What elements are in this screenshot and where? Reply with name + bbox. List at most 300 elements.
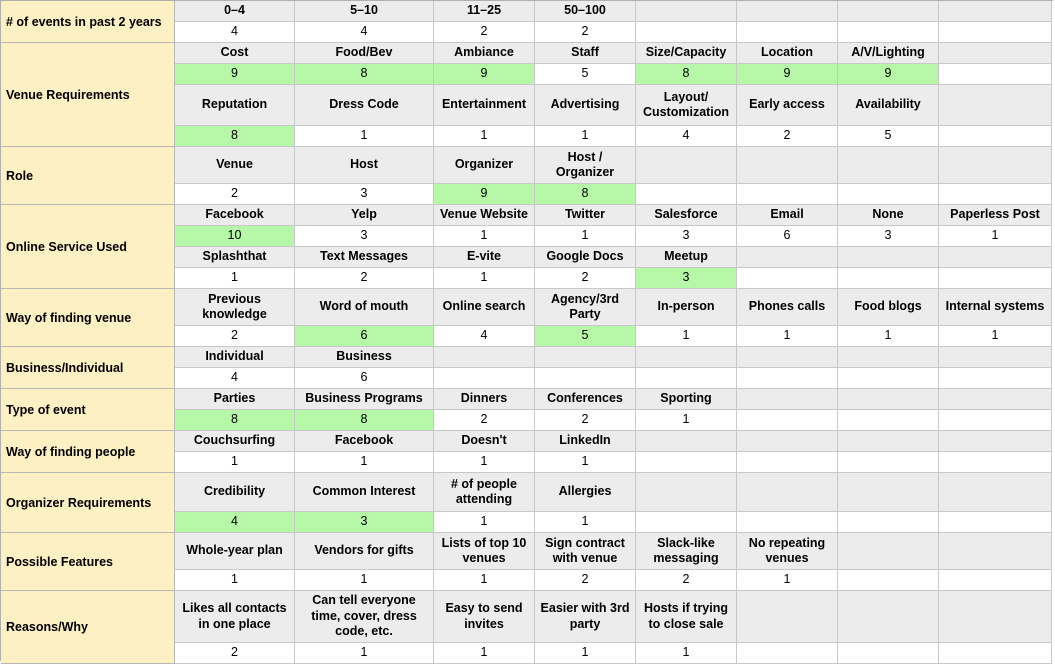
empty-cell[interactable] xyxy=(737,1,838,22)
empty-cell[interactable] xyxy=(939,368,1052,389)
header-cell-venue-requirements-2-5[interactable] xyxy=(737,85,838,126)
value-text: 1 xyxy=(480,572,488,587)
value-text: 2 xyxy=(480,24,488,39)
header-cell-way-of-finding-venue-0-5[interactable] xyxy=(737,289,838,326)
header-cell-role-0-3[interactable] xyxy=(535,147,636,184)
category-way-of-finding-venue[interactable] xyxy=(1,289,175,347)
value-cell-organizer-requirements-1-3[interactable] xyxy=(535,512,636,533)
empty-cell[interactable] xyxy=(737,643,838,664)
empty-cell[interactable] xyxy=(838,184,939,205)
empty-cell[interactable] xyxy=(838,368,939,389)
header-cell-type-of-event-0-0[interactable] xyxy=(175,389,295,410)
value-cell-role-1-3[interactable] xyxy=(535,184,636,205)
empty-cell[interactable] xyxy=(838,389,939,410)
header-text: Ambiance xyxy=(454,45,514,60)
value-cell-venue-requirements-3-2[interactable] xyxy=(434,126,535,147)
header-cell-online-service-used-0-4[interactable] xyxy=(636,205,737,226)
empty-cell[interactable] xyxy=(737,247,838,268)
value-text: 1 xyxy=(360,128,368,143)
empty-cell[interactable] xyxy=(939,570,1052,591)
header-text: Phones calls xyxy=(748,299,826,314)
header-cell-reasons-why-0-3[interactable] xyxy=(535,591,636,643)
value-text: 1 xyxy=(480,128,488,143)
value-text: 9 xyxy=(231,66,238,81)
value-cell-venue-requirements-3-6[interactable] xyxy=(838,126,939,147)
empty-cell[interactable] xyxy=(737,347,838,368)
empty-cell[interactable] xyxy=(939,43,1052,64)
header-text: E-vite xyxy=(466,249,502,264)
empty-cell[interactable] xyxy=(838,570,939,591)
value-text: 2 xyxy=(581,572,589,587)
header-cell-online-service-used-0-0[interactable] xyxy=(175,205,295,226)
header-cell-online-service-used-0-5[interactable] xyxy=(737,205,838,226)
value-text: 1 xyxy=(360,454,368,469)
value-text: 3 xyxy=(360,186,368,201)
empty-cell[interactable] xyxy=(636,512,737,533)
category-reasons-why[interactable] xyxy=(1,591,175,664)
value-text: 3 xyxy=(360,228,368,243)
value-text: 1 xyxy=(231,454,238,469)
header-cell-online-service-used-2-1[interactable] xyxy=(295,247,434,268)
header-cell-possible-features-0-5[interactable] xyxy=(737,533,838,570)
value-cell-way-of-finding-venue-1-0[interactable] xyxy=(175,326,295,347)
value-cell-reasons-why-1-0[interactable] xyxy=(175,643,295,664)
header-cell-venue-requirements-0-2[interactable] xyxy=(434,43,535,64)
value-text: 9 xyxy=(480,186,488,201)
header-cell-role-0-2[interactable] xyxy=(434,147,535,184)
empty-cell[interactable] xyxy=(939,591,1052,643)
value-cell-possible-features-1-4[interactable] xyxy=(636,570,737,591)
header-text: Size/Capacity xyxy=(645,45,727,60)
value-cell-online-service-used-3-3[interactable] xyxy=(535,268,636,289)
value-cell-of-events-in-past-2-years-1-3[interactable] xyxy=(535,22,636,43)
empty-cell[interactable] xyxy=(535,347,636,368)
header-cell-online-service-used-0-6[interactable] xyxy=(838,205,939,226)
value-text: 9 xyxy=(480,66,488,81)
header-text: Dress Code xyxy=(329,97,399,112)
empty-cell[interactable] xyxy=(838,22,939,43)
empty-cell[interactable] xyxy=(939,473,1052,512)
empty-cell[interactable] xyxy=(636,1,737,22)
header-cell-type-of-event-0-2[interactable] xyxy=(434,389,535,410)
value-text: 1 xyxy=(360,572,368,587)
header-cell-way-of-finding-venue-0-7[interactable] xyxy=(939,289,1052,326)
header-text: Previous knowledge xyxy=(202,291,267,321)
header-cell-possible-features-0-2[interactable] xyxy=(434,533,535,570)
value-cell-online-service-used-1-1[interactable] xyxy=(295,226,434,247)
empty-cell[interactable] xyxy=(939,85,1052,126)
header-cell-online-service-used-2-2[interactable] xyxy=(434,247,535,268)
header-cell-reasons-why-0-2[interactable] xyxy=(434,591,535,643)
empty-cell[interactable] xyxy=(636,431,737,452)
category-business-individual[interactable] xyxy=(1,347,175,389)
header-cell-role-0-1[interactable] xyxy=(295,147,434,184)
header-cell-possible-features-0-3[interactable] xyxy=(535,533,636,570)
header-text: A/V/Lighting xyxy=(851,45,925,60)
value-cell-possible-features-1-5[interactable] xyxy=(737,570,838,591)
value-cell-way-of-finding-venue-1-4[interactable] xyxy=(636,326,737,347)
empty-cell[interactable] xyxy=(737,389,838,410)
category-label: Business/Individual xyxy=(6,360,124,375)
empty-cell[interactable] xyxy=(636,22,737,43)
value-cell-way-of-finding-venue-1-7[interactable] xyxy=(939,326,1052,347)
header-text: Organizer xyxy=(454,157,514,172)
header-cell-way-of-finding-venue-0-6[interactable] xyxy=(838,289,939,326)
value-cell-business-individual-1-0[interactable] xyxy=(175,368,295,389)
value-cell-venue-requirements-3-3[interactable] xyxy=(535,126,636,147)
category-venue-requirements[interactable] xyxy=(1,43,175,147)
empty-cell[interactable] xyxy=(939,410,1052,431)
empty-cell[interactable] xyxy=(838,431,939,452)
empty-cell[interactable] xyxy=(636,147,737,184)
header-cell-online-service-used-2-0[interactable] xyxy=(175,247,295,268)
empty-cell[interactable] xyxy=(737,473,838,512)
header-cell-venue-requirements-0-0[interactable] xyxy=(175,43,295,64)
value-cell-way-of-finding-venue-1-3[interactable] xyxy=(535,326,636,347)
value-cell-role-1-2[interactable] xyxy=(434,184,535,205)
header-cell-reasons-why-0-1[interactable] xyxy=(295,591,434,643)
value-text: 1 xyxy=(480,454,488,469)
value-cell-reasons-why-1-3[interactable] xyxy=(535,643,636,664)
value-cell-venue-requirements-1-2[interactable] xyxy=(434,64,535,85)
empty-cell[interactable] xyxy=(939,452,1052,473)
header-text: Email xyxy=(770,207,804,222)
empty-cell[interactable] xyxy=(636,473,737,512)
header-cell-of-events-in-past-2-years-0-1[interactable] xyxy=(295,1,434,22)
value-text: 6 xyxy=(360,328,368,343)
empty-cell[interactable] xyxy=(939,431,1052,452)
empty-cell[interactable] xyxy=(939,247,1052,268)
value-text: 2 xyxy=(581,412,589,427)
header-cell-online-service-used-0-3[interactable] xyxy=(535,205,636,226)
value-cell-online-service-used-3-2[interactable] xyxy=(434,268,535,289)
value-cell-reasons-why-1-4[interactable] xyxy=(636,643,737,664)
empty-cell[interactable] xyxy=(636,452,737,473)
empty-cell[interactable] xyxy=(838,410,939,431)
value-cell-online-service-used-1-6[interactable] xyxy=(838,226,939,247)
value-cell-of-events-in-past-2-years-1-0[interactable] xyxy=(175,22,295,43)
value-cell-online-service-used-1-4[interactable] xyxy=(636,226,737,247)
header-text: Internal systems xyxy=(945,299,1045,314)
header-text: Splashthat xyxy=(202,249,267,264)
value-cell-online-service-used-1-2[interactable] xyxy=(434,226,535,247)
empty-cell[interactable] xyxy=(939,643,1052,664)
value-text: 2 xyxy=(682,572,690,587)
value-cell-venue-requirements-1-1[interactable] xyxy=(295,64,434,85)
header-text: Easier with 3rd party xyxy=(540,601,630,631)
header-cell-venue-requirements-2-1[interactable] xyxy=(295,85,434,126)
empty-cell[interactable] xyxy=(838,452,939,473)
empty-cell[interactable] xyxy=(939,268,1052,289)
header-text: In-person xyxy=(657,299,715,314)
empty-cell[interactable] xyxy=(939,512,1052,533)
header-cell-venue-requirements-2-4[interactable] xyxy=(636,85,737,126)
header-text: # of people attending xyxy=(451,476,517,506)
header-cell-way-of-finding-venue-0-4[interactable] xyxy=(636,289,737,326)
header-cell-way-of-finding-venue-0-2[interactable] xyxy=(434,289,535,326)
empty-cell[interactable] xyxy=(838,147,939,184)
header-cell-venue-requirements-2-3[interactable] xyxy=(535,85,636,126)
header-cell-online-service-used-0-1[interactable] xyxy=(295,205,434,226)
value-cell-way-of-finding-people-1-2[interactable] xyxy=(434,452,535,473)
header-cell-way-of-finding-people-0-3[interactable] xyxy=(535,431,636,452)
header-text: No repeating venues xyxy=(748,535,826,565)
value-cell-online-service-used-3-4[interactable] xyxy=(636,268,737,289)
empty-cell[interactable] xyxy=(737,268,838,289)
value-text: 1 xyxy=(231,572,238,587)
header-cell-reasons-why-0-0[interactable] xyxy=(175,591,295,643)
empty-cell[interactable] xyxy=(838,347,939,368)
header-cell-type-of-event-0-4[interactable] xyxy=(636,389,737,410)
value-cell-possible-features-1-1[interactable] xyxy=(295,570,434,591)
header-cell-way-of-finding-venue-0-3[interactable] xyxy=(535,289,636,326)
header-cell-venue-requirements-0-3[interactable] xyxy=(535,43,636,64)
value-cell-way-of-finding-venue-1-2[interactable] xyxy=(434,326,535,347)
value-cell-way-of-finding-venue-1-6[interactable] xyxy=(838,326,939,347)
value-cell-type-of-event-1-0[interactable] xyxy=(175,410,295,431)
header-text: 50–100 xyxy=(564,3,606,18)
header-text: Food/Bev xyxy=(335,45,393,60)
value-text: 1 xyxy=(682,328,690,343)
empty-cell[interactable] xyxy=(939,184,1052,205)
value-cell-organizer-requirements-1-1[interactable] xyxy=(295,512,434,533)
value-cell-venue-requirements-1-3[interactable] xyxy=(535,64,636,85)
value-cell-role-1-0[interactable] xyxy=(175,184,295,205)
header-cell-venue-requirements-2-0[interactable] xyxy=(175,85,295,126)
value-cell-online-service-used-1-3[interactable] xyxy=(535,226,636,247)
value-cell-type-of-event-1-1[interactable] xyxy=(295,410,434,431)
value-text: 8 xyxy=(231,412,238,427)
header-cell-type-of-event-0-3[interactable] xyxy=(535,389,636,410)
value-cell-online-service-used-1-0[interactable] xyxy=(175,226,295,247)
empty-cell[interactable] xyxy=(737,22,838,43)
header-cell-of-events-in-past-2-years-0-3[interactable] xyxy=(535,1,636,22)
value-cell-business-individual-1-1[interactable] xyxy=(295,368,434,389)
empty-cell[interactable] xyxy=(939,533,1052,570)
header-text: Individual xyxy=(205,349,264,364)
category-label: Way of finding people xyxy=(6,444,136,459)
value-cell-type-of-event-1-4[interactable] xyxy=(636,410,737,431)
empty-cell[interactable] xyxy=(535,368,636,389)
header-text: Yelp xyxy=(351,207,377,222)
empty-cell[interactable] xyxy=(939,126,1052,147)
header-cell-organizer-requirements-0-2[interactable] xyxy=(434,473,535,512)
value-cell-online-service-used-3-0[interactable] xyxy=(175,268,295,289)
value-cell-venue-requirements-3-5[interactable] xyxy=(737,126,838,147)
header-text: LinkedIn xyxy=(559,433,611,448)
header-text: Credibility xyxy=(203,484,266,499)
value-cell-reasons-why-1-2[interactable] xyxy=(434,643,535,664)
value-cell-online-service-used-1-7[interactable] xyxy=(939,226,1052,247)
value-cell-online-service-used-1-5[interactable] xyxy=(737,226,838,247)
value-text: 6 xyxy=(360,370,368,385)
value-cell-reasons-why-1-1[interactable] xyxy=(295,643,434,664)
value-cell-venue-requirements-1-6[interactable] xyxy=(838,64,939,85)
empty-cell[interactable] xyxy=(838,473,939,512)
value-cell-venue-requirements-1-5[interactable] xyxy=(737,64,838,85)
empty-cell[interactable] xyxy=(737,431,838,452)
value-cell-way-of-finding-people-1-0[interactable] xyxy=(175,452,295,473)
header-cell-venue-requirements-0-4[interactable] xyxy=(636,43,737,64)
header-text: Facebook xyxy=(205,207,264,222)
header-text: Likes all contacts in one place xyxy=(182,601,287,631)
header-text: Venue xyxy=(216,157,253,172)
header-cell-way-of-finding-people-0-2[interactable] xyxy=(434,431,535,452)
value-cell-venue-requirements-1-0[interactable] xyxy=(175,64,295,85)
empty-cell[interactable] xyxy=(737,410,838,431)
empty-cell[interactable] xyxy=(838,643,939,664)
value-cell-way-of-finding-venue-1-5[interactable] xyxy=(737,326,838,347)
value-cell-type-of-event-1-3[interactable] xyxy=(535,410,636,431)
category-online-service-used[interactable] xyxy=(1,205,175,289)
header-cell-way-of-finding-venue-0-1[interactable] xyxy=(295,289,434,326)
empty-cell[interactable] xyxy=(737,512,838,533)
value-cell-venue-requirements-3-4[interactable] xyxy=(636,126,737,147)
empty-cell[interactable] xyxy=(939,1,1052,22)
empty-cell[interactable] xyxy=(838,591,939,643)
header-cell-business-individual-0-1[interactable] xyxy=(295,347,434,368)
value-text: 3 xyxy=(682,270,690,285)
header-text: Agency/3rd Party xyxy=(550,291,620,321)
empty-cell[interactable] xyxy=(939,64,1052,85)
category-way-of-finding-people[interactable] xyxy=(1,431,175,473)
empty-cell[interactable] xyxy=(838,533,939,570)
empty-cell[interactable] xyxy=(838,512,939,533)
value-cell-of-events-in-past-2-years-1-1[interactable] xyxy=(295,22,434,43)
header-text: Cost xyxy=(220,45,249,60)
empty-cell[interactable] xyxy=(737,452,838,473)
category-label: Online Service Used xyxy=(6,239,127,254)
category-label: Way of finding venue xyxy=(6,310,132,325)
header-cell-venue-requirements-2-2[interactable] xyxy=(434,85,535,126)
value-text: 4 xyxy=(682,128,690,143)
category-organizer-requirements[interactable] xyxy=(1,473,175,533)
header-cell-online-service-used-0-2[interactable] xyxy=(434,205,535,226)
header-text: Paperless Post xyxy=(950,207,1040,222)
value-cell-way-of-finding-venue-1-1[interactable] xyxy=(295,326,434,347)
value-text: 1 xyxy=(581,128,589,143)
value-cell-online-service-used-3-1[interactable] xyxy=(295,268,434,289)
header-text: Reputation xyxy=(201,97,268,112)
empty-cell[interactable] xyxy=(434,368,535,389)
value-cell-possible-features-1-0[interactable] xyxy=(175,570,295,591)
header-text: Vendors for gifts xyxy=(314,543,414,558)
value-cell-venue-requirements-3-1[interactable] xyxy=(295,126,434,147)
header-text: Salesforce xyxy=(654,207,718,222)
value-cell-organizer-requirements-1-0[interactable] xyxy=(175,512,295,533)
empty-cell[interactable] xyxy=(737,368,838,389)
value-text: 1 xyxy=(682,412,690,427)
header-cell-possible-features-0-1[interactable] xyxy=(295,533,434,570)
header-text: Lists of top 10 venues xyxy=(441,535,527,565)
value-text: 1 xyxy=(581,454,589,469)
header-cell-way-of-finding-venue-0-0[interactable] xyxy=(175,289,295,326)
value-cell-way-of-finding-people-1-3[interactable] xyxy=(535,452,636,473)
empty-cell[interactable] xyxy=(939,147,1052,184)
header-cell-venue-requirements-0-1[interactable] xyxy=(295,43,434,64)
empty-cell[interactable] xyxy=(737,184,838,205)
category-label: Reasons/Why xyxy=(6,620,88,634)
value-cell-organizer-requirements-1-2[interactable] xyxy=(434,512,535,533)
category-type-of-event[interactable] xyxy=(1,389,175,431)
value-text: 5 xyxy=(581,66,589,81)
header-cell-organizer-requirements-0-3[interactable] xyxy=(535,473,636,512)
category-of-events-in-past-2-years[interactable] xyxy=(1,1,175,43)
header-cell-possible-features-0-0[interactable] xyxy=(175,533,295,570)
empty-cell[interactable] xyxy=(838,268,939,289)
value-cell-venue-requirements-3-0[interactable] xyxy=(175,126,295,147)
value-cell-possible-features-1-2[interactable] xyxy=(434,570,535,591)
header-cell-business-individual-0-0[interactable] xyxy=(175,347,295,368)
header-cell-role-0-0[interactable] xyxy=(175,147,295,184)
header-cell-venue-requirements-0-6[interactable] xyxy=(838,43,939,64)
header-cell-possible-features-0-4[interactable] xyxy=(636,533,737,570)
value-text: 1 xyxy=(480,514,488,529)
empty-cell[interactable] xyxy=(636,347,737,368)
value-cell-of-events-in-past-2-years-1-2[interactable] xyxy=(434,22,535,43)
header-cell-of-events-in-past-2-years-0-2[interactable] xyxy=(434,1,535,22)
header-cell-way-of-finding-people-0-1[interactable] xyxy=(295,431,434,452)
header-cell-of-events-in-past-2-years-0-0[interactable] xyxy=(175,1,295,22)
header-text: Staff xyxy=(571,45,599,60)
empty-cell[interactable] xyxy=(737,591,838,643)
value-cell-venue-requirements-1-4[interactable] xyxy=(636,64,737,85)
header-text: Facebook xyxy=(334,433,394,448)
value-text: 2 xyxy=(231,186,238,201)
header-text: Hosts if trying to close sale xyxy=(643,601,729,631)
value-text: 2 xyxy=(360,270,368,285)
header-text: Meetup xyxy=(664,249,708,264)
header-cell-organizer-requirements-0-1[interactable] xyxy=(295,473,434,512)
value-cell-possible-features-1-3[interactable] xyxy=(535,570,636,591)
empty-cell[interactable] xyxy=(939,389,1052,410)
header-cell-online-service-used-0-7[interactable] xyxy=(939,205,1052,226)
category-possible-features[interactable] xyxy=(1,533,175,591)
empty-cell[interactable] xyxy=(838,247,939,268)
header-cell-online-service-used-2-4[interactable] xyxy=(636,247,737,268)
empty-cell[interactable] xyxy=(737,147,838,184)
value-text: 1 xyxy=(991,328,999,343)
header-cell-venue-requirements-2-6[interactable] xyxy=(838,85,939,126)
value-cell-way-of-finding-people-1-1[interactable] xyxy=(295,452,434,473)
value-text: 1 xyxy=(581,514,589,529)
empty-cell[interactable] xyxy=(838,1,939,22)
header-text: Parties xyxy=(213,391,256,406)
value-text: 1 xyxy=(360,645,368,660)
value-text: 2 xyxy=(231,645,238,660)
value-cell-type-of-event-1-2[interactable] xyxy=(434,410,535,431)
category-label: Role xyxy=(6,168,34,183)
empty-cell[interactable] xyxy=(636,184,737,205)
empty-cell[interactable] xyxy=(939,347,1052,368)
header-text: Food blogs xyxy=(854,299,922,314)
header-cell-way-of-finding-people-0-0[interactable] xyxy=(175,431,295,452)
header-cell-organizer-requirements-0-0[interactable] xyxy=(175,473,295,512)
empty-cell[interactable] xyxy=(434,347,535,368)
value-text: 6 xyxy=(783,228,791,243)
empty-cell[interactable] xyxy=(636,368,737,389)
header-text: Business Programs xyxy=(305,391,423,406)
category-role[interactable] xyxy=(1,147,175,205)
value-text: 1 xyxy=(884,328,892,343)
header-cell-type-of-event-0-1[interactable] xyxy=(295,389,434,410)
header-cell-venue-requirements-0-5[interactable] xyxy=(737,43,838,64)
header-cell-online-service-used-2-3[interactable] xyxy=(535,247,636,268)
header-cell-reasons-why-0-4[interactable] xyxy=(636,591,737,643)
category-label: Type of event xyxy=(6,402,86,417)
empty-cell[interactable] xyxy=(939,22,1052,43)
value-cell-role-1-1[interactable] xyxy=(295,184,434,205)
